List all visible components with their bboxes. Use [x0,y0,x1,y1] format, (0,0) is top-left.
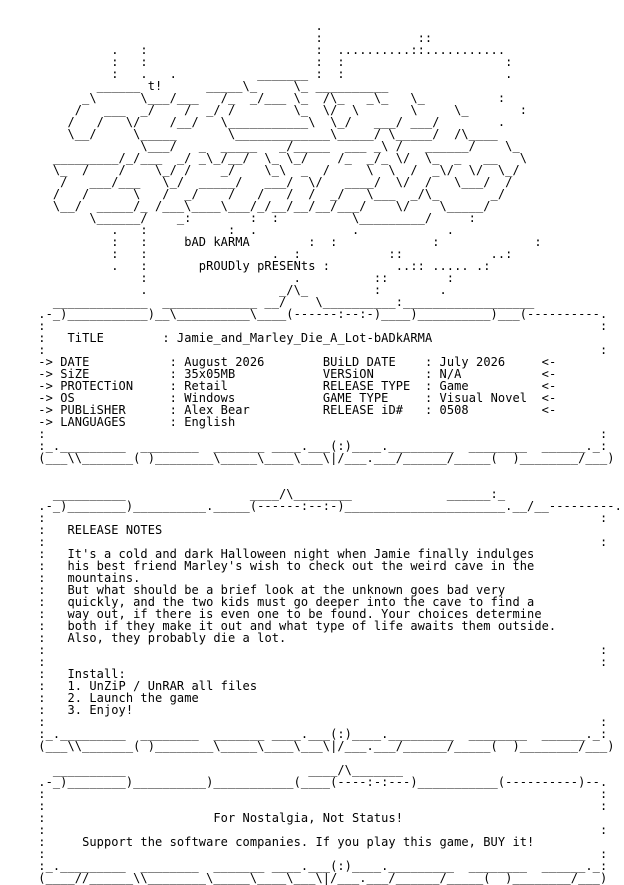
nfo-text: N/A [439,367,542,381]
nfo-line: : way out, if there is even one to be found. Your choices determine [31,607,542,621]
nfo-line: . [31,19,323,33]
nfo-line: / / \ / _/ / / / / _/ \___ _/\_ _/ [31,187,506,201]
nfo-text: July 2026 [439,355,542,369]
nfo-line: _____________ _____________ __/ \__________:__________________ [31,295,542,309]
nfo-text: way out, if there is even one to be found. Your choices determine [67,607,542,621]
nfo-text: Visual Novel [439,391,542,405]
nfo-line: . : pROUDly pRESENts : ..:: ..... .: [31,259,491,273]
nfo-line: : : [31,847,608,861]
nfo-text: TiTLE [67,331,163,345]
nfo-line: \__/ _____/_ /___\____\___/_/__/__/__/___/ \/ \_____/ [31,199,491,213]
nfo-text: Retail [184,379,323,393]
nfo-line: : quickly, and the two kids must go deeper into the cave to find a [31,595,535,609]
nfo-line: : : [31,715,608,729]
nfo-text: 35x05MB [184,367,323,381]
nfo-text: Support the software companies. If you play this game, BUY it! [82,835,535,849]
nfo-text: pROUDly pRESENts [198,259,316,273]
nfo-line: : . . _______ : : . [31,67,513,81]
nfo-line: : both if they make it out and what type of life awaits them outside. [31,619,557,633]
nfo-line: : mountains. [31,571,141,585]
nfo-text: 2. Launch the game [67,691,199,705]
nfo-text: 1. UnZiP / UnRAR all files [67,679,258,693]
nfo-line: : : . : :: ..: [31,247,513,261]
nfo-line: .-_)________)__________._____(------:--:-)______________________.__/__---------. [31,499,622,513]
nfo-line: -> OS : Windows GAME TYPE : Visual Novel <- [31,391,557,405]
nfo-line: : Support the software companies. If you play this game, BUY it! [31,835,535,849]
nfo-text: bAD kARMA [184,235,250,249]
nfo-text: SiZE [60,367,163,381]
nfo-line: : : [31,655,608,669]
nfo-line [31,464,622,476]
nfo-line: : : [31,799,608,813]
nfo-line: (___\\_______( )________\_____\____\___\|/___.___/______/_____( )________/___) [31,451,615,465]
nfo-text: RELEASE iD# [322,403,418,417]
nfo-line: .-_)________)__________)___________(____(----:-:---)___________(----------)--. [31,775,608,789]
nfo-text: Jamie_and_Marley_Die_A_Lot-bADkARMA [176,331,433,345]
nfo-line: \___/ _ _____ _/_____ ___ _\ / ______/ \_ [31,139,520,153]
nfo-line: \__/ \_____ \_____________\_____/ \_____/ /\____ [31,127,498,141]
nfo-line: -> SiZE : 35x05MB VERSiON : N/A <- [31,367,557,381]
nfo-line: __________ ____/\_______ [31,763,593,777]
nfo-line: : . :: : [31,271,455,285]
nfo-line: .-_)___________)__\__________\____(------:--:-)____)__________)___(----------. [31,307,608,321]
nfo-text: GAME TYPE [322,391,418,405]
nfo-line: : : bAD kARMA : : : : [31,235,542,249]
nfo-line: : : [31,343,608,357]
nfo-line: : TiTLE : Jamie_and_Marley_Die_A_Lot-bADkARMA [31,331,433,345]
nfo-text: t! [147,79,163,93]
nfo-line: __________ ____/\________ ______:_ [31,487,506,501]
nfo-line: :_._________ ________ _______ ____.___(:)____._________ ________ ______._: [31,727,608,741]
nfo-text: But what should be a brief look at the unknown goes bad very [67,583,506,597]
nfo-text: 3. Enjoy! [67,703,134,717]
nfo-line: : 1. UnZiP / UnRAR all files [31,679,258,693]
nfo-text: Also, they probably die a lot. [67,631,287,645]
nfo-line: -> LANGUAGES : English [31,415,323,429]
nfo-line: : 3. Enjoy! [31,703,134,717]
nfo-line: :_._________ ________ _______ ____.___(:)____._________ ________ ______._: [31,439,608,453]
nfo-text: Game [439,379,542,393]
nfo-text: both if they make it out and what type of life awaits them outside. [67,619,557,633]
nfo-line: (___\\_______( )________\_____\____\___\|/___.___/______/_____( )________/___) [31,739,615,753]
nfo-text: English [184,415,323,429]
nfo-text: RELEASE NOTES [67,523,163,537]
nfo-text: RELEASE TYPE [322,379,418,393]
nfo-text: For Nostalgia, Not Status! [213,811,404,825]
nfo-text: Install: [67,667,126,681]
nfo-line: _\ \___/___ /_ _/___ \_ /\_ _\_ \_ : [31,91,506,105]
nfo-line: (____//______\\________\_____\____\___\|/___.___/______/_____( )________/___) [31,871,608,885]
nfo-line: ______ t! _____\_ \_ __________ [31,79,396,93]
nfo-text: OS [60,391,163,405]
nfo-line: _________/_/___ _/ _\_/__/ \_ \_/ /_ _/_ \/ \_ _ __ \ [31,151,528,165]
nfo-line: / ___ _/ / _/ / \_ \/ \ \ \_ : [31,103,528,117]
nfo-text: DATE [60,355,163,369]
nfo-line: : : [31,823,608,837]
nfo-document [31,20,622,884]
nfo-line: . : : . . . [31,223,455,237]
nfo-text: VERSiON [322,367,418,381]
nfo-line: \_ / / \_/ / _/ \_\ _ / \ \ / _\/ \/ \_/ [31,163,520,177]
nfo-text: Alex Bear [184,403,323,417]
nfo-text: It's a cold and dark Halloween night when Jamie finally indulges [67,547,535,561]
nfo-line: : his best friend Marley's wish to check out the weird cave in the [31,559,535,573]
nfo-text: Windows [184,391,323,405]
nfo-line: : : [31,535,608,549]
nfo-line: \______/ _: : : \_________/ : [31,211,476,225]
nfo-line: : Install: [31,667,126,681]
nfo-line: :_._________ ________ _______ ____.___(:)____._________ ________ ______._: [31,859,608,873]
nfo-text: BUiLD DATE [322,355,418,369]
nfo-text: 0508 [439,403,542,417]
nfo-line: : : [31,787,608,801]
nfo-line: : : [31,427,608,441]
nfo-line: : : [31,319,608,333]
nfo-line: -> DATE : August 2026 BUiLD DATE : July 2026 <- [31,355,557,369]
nfo-text: PROTECTiON [60,379,163,393]
nfo-line: / / \/ /__/ \___________\ \_/ ___/ ___/ . [31,115,506,129]
nfo-line: -> PROTECTiON : Retail RELEASE TYPE : Game <- [31,379,557,393]
nfo-line: / ___/___ \_/ _____/ ___/ \/ ____/ \/ / \___/ / [31,175,513,189]
nfo-text: his best friend Marley's wish to check out the weird cave in the [67,559,535,573]
nfo-text: mountains. [67,571,141,585]
nfo-line: -> PUBLiSHER : Alex Bear RELEASE iD# : 0508 <- [31,403,557,417]
nfo-text: PUBLiSHER [60,403,163,417]
nfo-text: quickly, and the two kids must go deeper into the cave to find a [67,595,535,609]
nfo-line: . : : ..........::........... [31,43,506,57]
nfo-line: : :: [31,31,433,45]
nfo-text: LANGUAGES [60,415,163,429]
nfo-line: : But what should be a brief look at the unknown goes bad very [31,583,506,597]
nfo-line: : RELEASE NOTES [31,523,163,537]
nfo-line: : Also, they probably die a lot. [31,631,287,645]
nfo-line: : : [31,511,608,525]
nfo-line: : : [31,643,608,657]
nfo-line: : : : : : [31,55,513,69]
nfo-line: : It's a cold and dark Halloween night when Jamie finally indulges [31,547,535,561]
nfo-text: August 2026 [184,355,323,369]
nfo-line: : 2. Launch the game [31,691,199,705]
nfo-line: : For Nostalgia, Not Status! [31,811,404,825]
nfo-line: . _/\_ : . [31,283,447,297]
